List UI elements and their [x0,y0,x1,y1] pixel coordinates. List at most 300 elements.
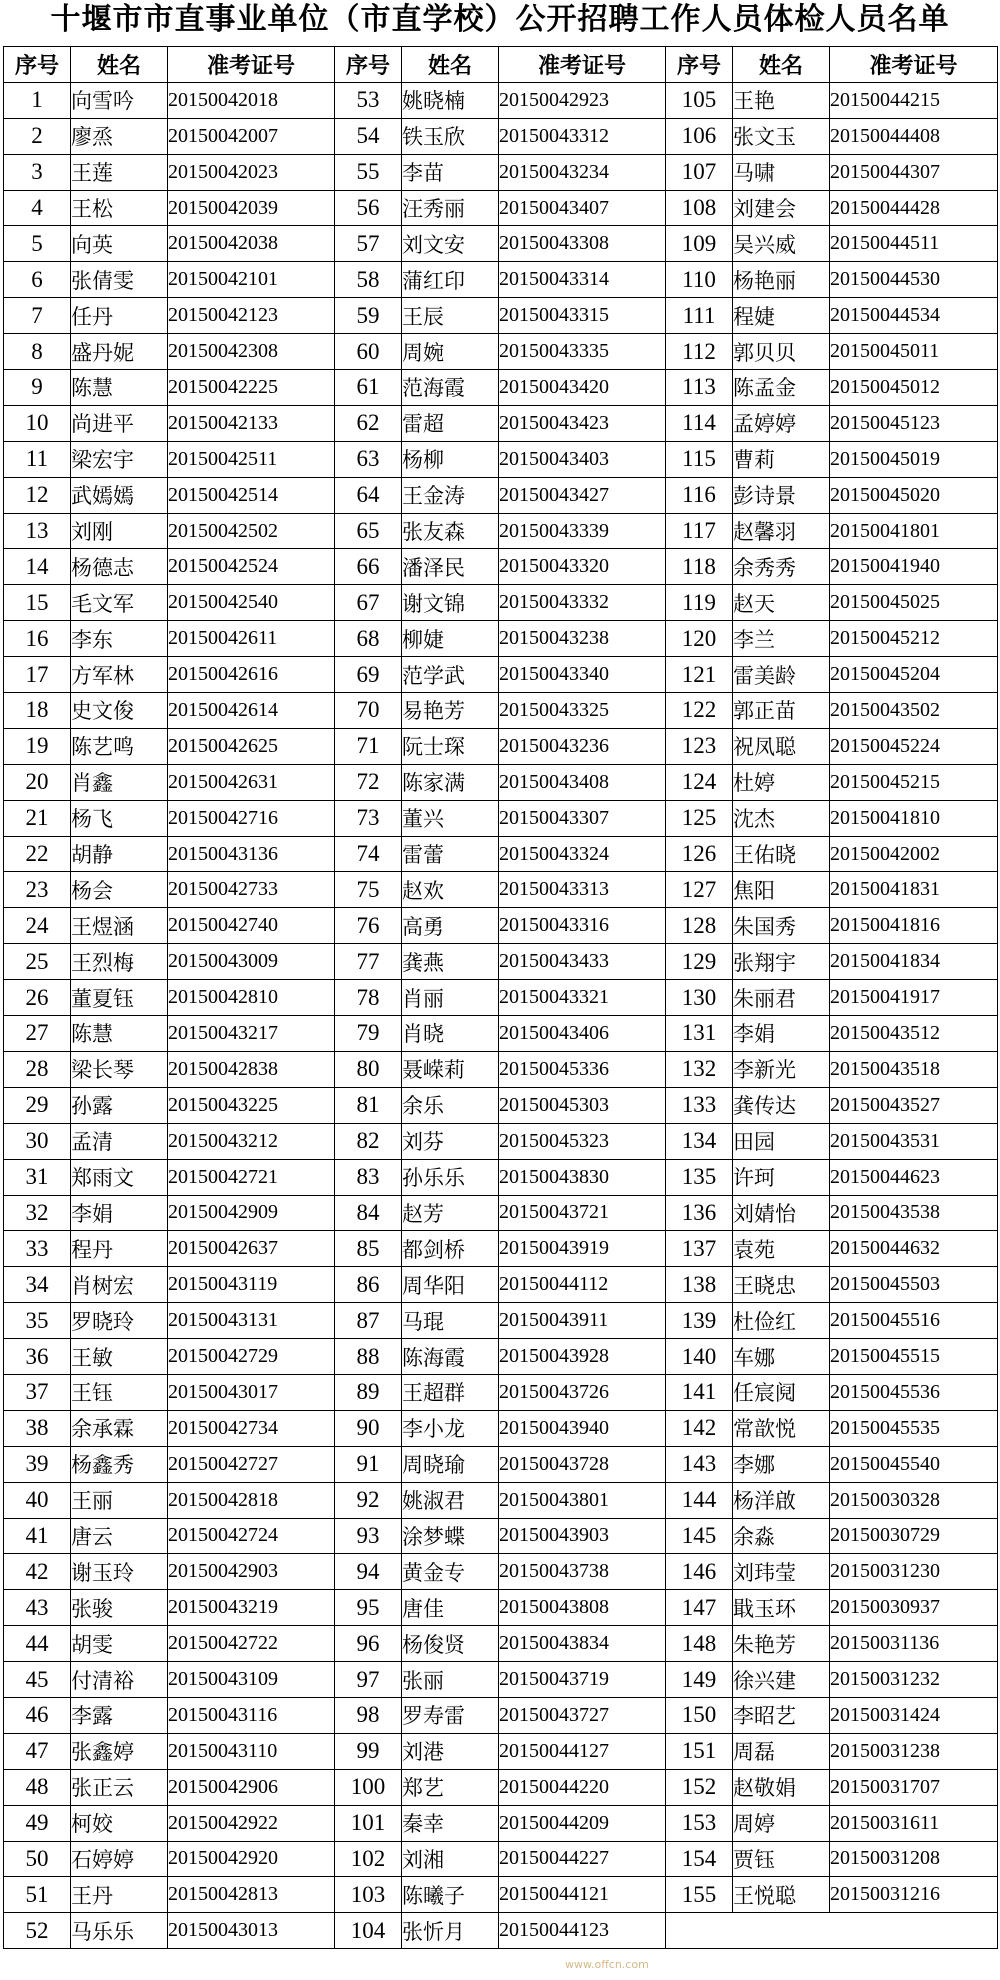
name-cell: 秦幸 [402,1805,499,1841]
header-name: 姓名 [402,47,499,83]
name-cell: 李娜 [733,1446,830,1482]
name-cell: 贾钰 [733,1841,830,1877]
exam-number-cell: 20150043212 [168,1123,335,1159]
seq-cell: 44 [4,1626,71,1662]
exam-number-cell: 20150044121 [499,1877,666,1913]
watermark: www.offcn.com [565,1958,649,1971]
exam-number-cell: 20150043314 [499,262,666,298]
seq-cell: 120 [666,621,733,657]
exam-number-cell: 20150043919 [499,1231,666,1267]
exam-number-cell: 20150045336 [499,1051,666,1087]
name-cell: 柳婕 [402,621,499,657]
seq-cell: 8 [4,334,71,370]
name-cell: 孙露 [71,1087,168,1123]
seq-cell: 74 [335,836,402,872]
seq-cell: 99 [335,1733,402,1769]
exam-number-cell: 20150045516 [830,1303,998,1339]
name-cell: 雷蕾 [402,836,499,872]
seq-cell: 150 [666,1697,733,1733]
seq-cell: 50 [4,1841,71,1877]
exam-number-cell: 20150041801 [830,513,998,549]
seq-cell: 131 [666,1016,733,1052]
seq-cell: 66 [335,549,402,585]
name-cell: 张忻月 [402,1913,499,1949]
exam-number-cell: 20150042903 [168,1554,335,1590]
exam-number-cell: 20150043531 [830,1123,998,1159]
exam-number-cell: 20150044534 [830,298,998,334]
name-cell: 石婷婷 [71,1841,168,1877]
table-row [4,764,998,800]
header-seq: 序号 [335,47,402,83]
name-cell: 曹莉 [733,441,830,477]
name-cell: 王佑晓 [733,836,830,872]
seq-cell: 104 [335,1913,402,1949]
name-cell: 余乐 [402,1087,499,1123]
name-cell: 刘建会 [733,190,830,226]
table-row [4,1805,998,1841]
seq-cell: 69 [335,657,402,693]
name-cell: 杨艳丽 [733,262,830,298]
exam-number-cell: 20150043502 [830,693,998,729]
seq-cell: 16 [4,621,71,657]
header-exam-number: 准考证号 [499,47,666,83]
name-cell: 陈慧 [71,370,168,406]
exam-number-cell: 20150043834 [499,1626,666,1662]
seq-cell: 118 [666,549,733,585]
seq-cell: 111 [666,298,733,334]
table-row [4,154,998,190]
name-cell: 杨会 [71,872,168,908]
exam-number-cell: 20150042007 [168,118,335,154]
name-cell: 李东 [71,621,168,657]
seq-cell: 84 [335,1195,402,1231]
seq-cell: 23 [4,872,71,908]
exam-number-cell: 20150044227 [499,1841,666,1877]
name-cell: 唐佳 [402,1590,499,1626]
seq-cell: 127 [666,872,733,908]
exam-number-cell: 20150043420 [499,370,666,406]
table-row [4,370,998,406]
exam-number-cell: 20150045515 [830,1339,998,1375]
seq-cell: 115 [666,441,733,477]
name-cell: 王敏 [71,1339,168,1375]
seq-cell: 60 [335,334,402,370]
seq-cell: 59 [335,298,402,334]
name-cell: 潘泽民 [402,549,499,585]
name-cell: 吴兴威 [733,226,830,262]
name-cell: 谢玉玲 [71,1554,168,1590]
seq-cell: 65 [335,513,402,549]
header-seq: 序号 [4,47,71,83]
name-cell: 朱国秀 [733,908,830,944]
name-cell: 李昭艺 [733,1697,830,1733]
table-row [4,621,998,657]
exam-number-cell: 20150043307 [499,800,666,836]
name-cell: 唐云 [71,1518,168,1554]
exam-number-cell: 20150043808 [499,1590,666,1626]
name-cell: 张倩雯 [71,262,168,298]
seq-cell: 136 [666,1195,733,1231]
table-row [4,800,998,836]
seq-cell: 37 [4,1374,71,1410]
seq-cell: 134 [666,1123,733,1159]
exam-number-cell: 20150031611 [830,1805,998,1841]
seq-cell: 2 [4,118,71,154]
name-cell: 廖烝 [71,118,168,154]
name-cell: 焦阳 [733,872,830,908]
exam-number-cell: 20150043017 [168,1374,335,1410]
exam-number-cell: 20150045215 [830,764,998,800]
name-cell: 谢文锦 [402,585,499,621]
table-row [4,1231,998,1267]
seq-cell: 75 [335,872,402,908]
header-name: 姓名 [733,47,830,83]
seq-cell: 121 [666,657,733,693]
seq-cell: 40 [4,1482,71,1518]
seq-cell: 97 [335,1662,402,1698]
exam-number-cell: 20150043320 [499,549,666,585]
exam-number-cell: 20150045303 [499,1087,666,1123]
name-cell: 王艳 [733,82,830,118]
exam-number-cell: 20150042308 [168,334,335,370]
name-cell: 王烈梅 [71,944,168,980]
name-cell: 李苗 [402,154,499,190]
exam-number-cell: 20150044623 [830,1159,998,1195]
seq-cell: 56 [335,190,402,226]
name-cell: 徐兴建 [733,1662,830,1698]
name-cell: 杨飞 [71,800,168,836]
exam-number-cell: 20150043219 [168,1590,335,1626]
name-cell: 王松 [71,190,168,226]
exam-number-cell: 20150043315 [499,298,666,334]
name-cell: 黄金专 [402,1554,499,1590]
name-cell: 车娜 [733,1339,830,1375]
exam-number-cell: 20150031424 [830,1697,998,1733]
exam-number-cell: 20150042540 [168,585,335,621]
seq-cell: 63 [335,441,402,477]
table-row [4,1697,998,1733]
table-row [4,477,998,513]
seq-cell: 108 [666,190,733,226]
seq-cell: 6 [4,262,71,298]
seq-cell: 22 [4,836,71,872]
header-seq: 序号 [666,47,733,83]
exam-number-cell: 20150043423 [499,405,666,441]
name-cell: 张友森 [402,513,499,549]
seq-cell: 41 [4,1518,71,1554]
table-row [4,1590,998,1626]
exam-number-cell: 20150043324 [499,836,666,872]
name-cell: 肖丽 [402,980,499,1016]
name-cell: 柯姣 [71,1805,168,1841]
seq-cell: 4 [4,190,71,226]
name-cell: 史文俊 [71,693,168,729]
table-row [4,1733,998,1769]
seq-cell: 38 [4,1410,71,1446]
name-cell: 马琨 [402,1303,499,1339]
seq-cell: 80 [335,1051,402,1087]
table-row [4,1913,998,1949]
seq-cell: 112 [666,334,733,370]
exam-number-cell: 20150043719 [499,1662,666,1698]
seq-cell: 92 [335,1482,402,1518]
table-row [4,118,998,154]
name-cell: 朱艳芳 [733,1626,830,1662]
name-cell: 戢玉环 [733,1590,830,1626]
seq-cell: 21 [4,800,71,836]
seq-cell: 126 [666,836,733,872]
table-row [4,872,998,908]
seq-cell: 34 [4,1267,71,1303]
seq-cell: 26 [4,980,71,1016]
exam-number-cell: 20150042514 [168,477,335,513]
name-cell: 龚燕 [402,944,499,980]
table-row [4,405,998,441]
exam-number-cell: 20150045020 [830,477,998,513]
name-cell: 周晓瑜 [402,1446,499,1482]
exam-number-cell: 20150042637 [168,1231,335,1267]
exam-number-cell: 20150044127 [499,1733,666,1769]
seq-cell: 18 [4,693,71,729]
name-cell: 姚淑君 [402,1482,499,1518]
table-row [4,585,998,621]
roster-body [4,82,998,1948]
seq-cell: 76 [335,908,402,944]
exam-number-cell: 20150044511 [830,226,998,262]
exam-number-cell: 20150041816 [830,908,998,944]
seq-cell: 142 [666,1410,733,1446]
seq-cell: 49 [4,1805,71,1841]
name-cell: 杨俊贤 [402,1626,499,1662]
exam-number-cell: 20150043406 [499,1016,666,1052]
name-cell: 任宸阋 [733,1374,830,1410]
name-cell: 孟婷婷 [733,405,830,441]
exam-number-cell: 20150043116 [168,1697,335,1733]
exam-number-cell: 20150042733 [168,872,335,908]
seq-cell: 11 [4,441,71,477]
exam-number-cell: 20150043217 [168,1016,335,1052]
exam-number-cell: 20150042906 [168,1769,335,1805]
exam-number-cell: 20150042716 [168,800,335,836]
exam-number-cell: 20150045323 [499,1123,666,1159]
header-name: 姓名 [71,47,168,83]
seq-cell: 30 [4,1123,71,1159]
name-cell: 田园 [733,1123,830,1159]
seq-cell: 73 [335,800,402,836]
name-cell: 姚晓楠 [402,82,499,118]
exam-number-cell: 20150044209 [499,1805,666,1841]
seq-cell: 91 [335,1446,402,1482]
seq-cell: 137 [666,1231,733,1267]
name-cell: 付清裕 [71,1662,168,1698]
name-cell: 李露 [71,1697,168,1733]
name-cell: 刘刚 [71,513,168,549]
exam-number-cell: 20150043308 [499,226,666,262]
name-cell: 铁玉欣 [402,118,499,154]
name-cell: 李兰 [733,621,830,657]
seq-cell: 94 [335,1554,402,1590]
name-cell: 王辰 [402,298,499,334]
exam-number-cell: 20150042631 [168,764,335,800]
table-row [4,1662,998,1698]
name-cell: 肖鑫 [71,764,168,800]
seq-cell: 149 [666,1662,733,1698]
exam-number-cell: 20150042123 [168,298,335,334]
table-row [4,1877,998,1913]
exam-number-cell: 20150044112 [499,1267,666,1303]
table-row [4,1841,998,1877]
seq-cell: 101 [335,1805,402,1841]
exam-number-cell: 20150044220 [499,1769,666,1805]
exam-number-cell: 20150042813 [168,1877,335,1913]
table-row [4,1016,998,1052]
seq-cell: 36 [4,1339,71,1375]
exam-number-cell: 20150042038 [168,226,335,262]
seq-cell: 64 [335,477,402,513]
seq-cell: 122 [666,693,733,729]
name-cell: 王晓忠 [733,1267,830,1303]
exam-number-cell: 20150042511 [168,441,335,477]
seq-cell: 52 [4,1913,71,1949]
seq-cell: 95 [335,1590,402,1626]
table-row [4,836,998,872]
seq-cell: 48 [4,1769,71,1805]
exam-number-cell: 20150043110 [168,1733,335,1769]
exam-number-cell: 20150043335 [499,334,666,370]
name-cell: 董夏钰 [71,980,168,1016]
name-cell: 王丹 [71,1877,168,1913]
seq-cell: 87 [335,1303,402,1339]
exam-number-cell: 20150030729 [830,1518,998,1554]
name-cell: 孟清 [71,1123,168,1159]
seq-cell: 133 [666,1087,733,1123]
name-cell: 胡雯 [71,1626,168,1662]
name-cell: 余淼 [733,1518,830,1554]
exam-number-cell: 20150043234 [499,154,666,190]
seq-cell: 125 [666,800,733,836]
page-title: 十堰市市直事业单位（市直学校）公开招聘工作人员体检人员名单 [50,2,950,37]
exam-number-cell: 20150043119 [168,1267,335,1303]
table-row [4,1554,998,1590]
seq-cell: 15 [4,585,71,621]
name-cell: 胡静 [71,836,168,872]
exam-number-cell: 20150043903 [499,1518,666,1554]
name-cell: 陈孟金 [733,370,830,406]
exam-number-cell: 20150043339 [499,513,666,549]
exam-number-cell: 20150043911 [499,1303,666,1339]
exam-number-cell: 20150045204 [830,657,998,693]
exam-number-cell: 20150031238 [830,1733,998,1769]
exam-number-cell: 20150042721 [168,1159,335,1195]
seq-cell: 19 [4,728,71,764]
name-cell: 程丹 [71,1231,168,1267]
exam-number-cell: 20150043332 [499,585,666,621]
seq-cell: 124 [666,764,733,800]
seq-cell: 14 [4,549,71,585]
table-row [4,226,998,262]
empty-cell [666,1913,998,1949]
seq-cell: 29 [4,1087,71,1123]
exam-number-cell: 20150045224 [830,728,998,764]
name-cell: 阮士琛 [402,728,499,764]
table-row [4,1446,998,1482]
table-row [4,298,998,334]
exam-number-cell: 20150042810 [168,980,335,1016]
table-row [4,441,998,477]
name-cell: 易艳芳 [402,693,499,729]
name-cell: 郭正苗 [733,693,830,729]
name-cell: 郑艺 [402,1769,499,1805]
exam-number-cell: 20150045535 [830,1410,998,1446]
exam-number-cell: 20150043738 [499,1554,666,1590]
exam-number-cell: 20150043136 [168,836,335,872]
name-cell: 向英 [71,226,168,262]
exam-number-cell: 20150044632 [830,1231,998,1267]
name-cell: 陈海霞 [402,1339,499,1375]
seq-cell: 5 [4,226,71,262]
table-row [4,190,998,226]
name-cell: 罗晓玲 [71,1303,168,1339]
seq-cell: 151 [666,1733,733,1769]
exam-number-cell: 20150043325 [499,693,666,729]
seq-cell: 54 [335,118,402,154]
exam-number-cell: 20150031208 [830,1841,998,1877]
name-cell: 杜俭红 [733,1303,830,1339]
name-cell: 涂梦蝶 [402,1518,499,1554]
name-cell: 陈慧 [71,1016,168,1052]
header-exam-number: 准考证号 [830,47,998,83]
seq-cell: 25 [4,944,71,980]
name-cell: 王悦聪 [733,1877,830,1913]
seq-cell: 100 [335,1769,402,1805]
exam-number-cell: 20150030937 [830,1590,998,1626]
name-cell: 常歆悦 [733,1410,830,1446]
exam-number-cell: 20150042616 [168,657,335,693]
exam-number-cell: 20150043728 [499,1446,666,1482]
exam-number-cell: 20150045025 [830,585,998,621]
seq-cell: 33 [4,1231,71,1267]
exam-number-cell: 20150045019 [830,441,998,477]
seq-cell: 58 [335,262,402,298]
seq-cell: 130 [666,980,733,1016]
exam-number-cell: 20150045212 [830,621,998,657]
name-cell: 余承霖 [71,1410,168,1446]
seq-cell: 123 [666,728,733,764]
name-cell: 刘湘 [402,1841,499,1877]
name-cell: 方军林 [71,657,168,693]
name-cell: 范学武 [402,657,499,693]
name-cell: 蒲红印 [402,262,499,298]
exam-number-cell: 20150042729 [168,1339,335,1375]
exam-number-cell: 20150043721 [499,1195,666,1231]
exam-number-cell: 20150043407 [499,190,666,226]
seq-cell: 86 [335,1267,402,1303]
exam-number-cell: 20150031707 [830,1769,998,1805]
seq-cell: 71 [335,728,402,764]
name-cell: 袁苑 [733,1231,830,1267]
exam-number-cell: 20150042133 [168,405,335,441]
roster-table [3,46,998,1949]
seq-cell: 32 [4,1195,71,1231]
table-row [4,1482,998,1518]
name-cell: 周华阳 [402,1267,499,1303]
table-row [4,513,998,549]
seq-cell: 81 [335,1087,402,1123]
exam-number-cell: 20150043321 [499,980,666,1016]
exam-number-cell: 20150045012 [830,370,998,406]
exam-number-cell: 20150031230 [830,1554,998,1590]
exam-number-cell: 20150044428 [830,190,998,226]
